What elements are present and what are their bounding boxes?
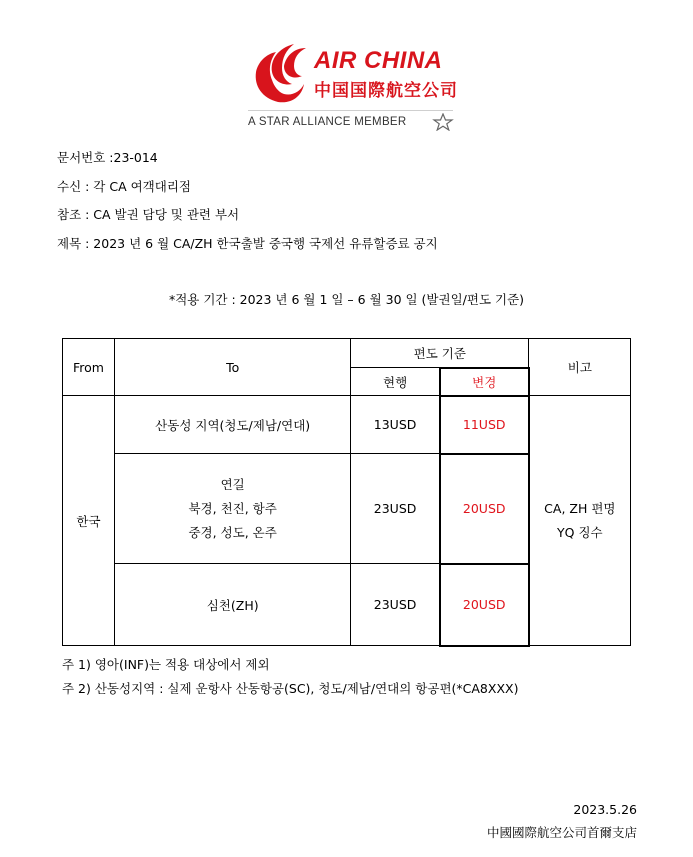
changed-fare-cell: 11USD xyxy=(440,396,529,454)
air-china-logo xyxy=(0,0,693,140)
destination-line: 연길 xyxy=(220,476,245,492)
phoenix-logo-icon xyxy=(248,42,308,104)
destination-cell xyxy=(114,454,350,564)
issue-date: 2023.5.26 xyxy=(573,802,637,817)
remarks-cell xyxy=(529,396,631,646)
destination-line: 중경, 성도, 온주 xyxy=(188,524,277,540)
star-alliance-text: A STAR ALLIANCE MEMBER xyxy=(248,116,407,128)
destination-cell: 산동성 지역(청도/제남/연대) xyxy=(114,396,350,454)
remarks-line: CA, ZH 편명 xyxy=(544,500,616,516)
application-period: *적용 기간 : 2023 년 6 월 1 일 – 6 월 30 일 (발권일/편도 기준) xyxy=(168,292,525,307)
destination-line: 북경, 천진, 항주 xyxy=(188,500,277,516)
brand-name-cn: 中国国際航空公司 xyxy=(314,81,458,101)
note-2: 주 2) 산동성지역 : 실제 운항사 산동항공(SC), 청도/제남/연대의 항공편(*CA8XXX) xyxy=(62,681,519,696)
table-row xyxy=(63,396,631,454)
origin-cell: 한국 xyxy=(63,396,115,646)
header-current: 현행 xyxy=(351,368,440,396)
remarks-line: YQ 징수 xyxy=(557,524,603,540)
header-to: To xyxy=(114,339,350,396)
surcharge-table xyxy=(62,338,631,647)
current-fare-cell: 13USD xyxy=(351,396,440,454)
brand-name-en: AIR CHINA xyxy=(314,47,443,74)
header-changed: 변경 xyxy=(440,368,529,396)
destination-cell: 심천(ZH) xyxy=(114,564,350,646)
recipient: 수신 : 각 CA 여객대리점 xyxy=(57,179,191,194)
header-remarks: 비고 xyxy=(529,339,631,396)
note-1: 주 1) 영아(INF)는 적용 대상에서 제외 xyxy=(62,657,270,672)
logo-divider xyxy=(248,110,453,111)
document-number: 문서번호 :23-014 xyxy=(57,150,158,165)
current-fare-cell: 23USD xyxy=(351,454,440,564)
reference: 참조 : CA 발권 담당 및 관련 부서 xyxy=(57,207,240,222)
current-fare-cell: 23USD xyxy=(351,564,440,646)
issuer: 中國國際航空公司首爾支店 xyxy=(486,825,637,840)
header-from: From xyxy=(63,339,115,396)
header-basis: 편도 기준 xyxy=(351,339,529,368)
changed-fare-cell: 20USD xyxy=(440,454,529,564)
changed-fare-cell: 20USD xyxy=(440,564,529,646)
subject: 제목 : 2023 년 6 월 CA/ZH 한국출발 중국행 국제선 유류할증료 공지 xyxy=(57,236,438,251)
star-alliance-icon xyxy=(432,113,454,131)
